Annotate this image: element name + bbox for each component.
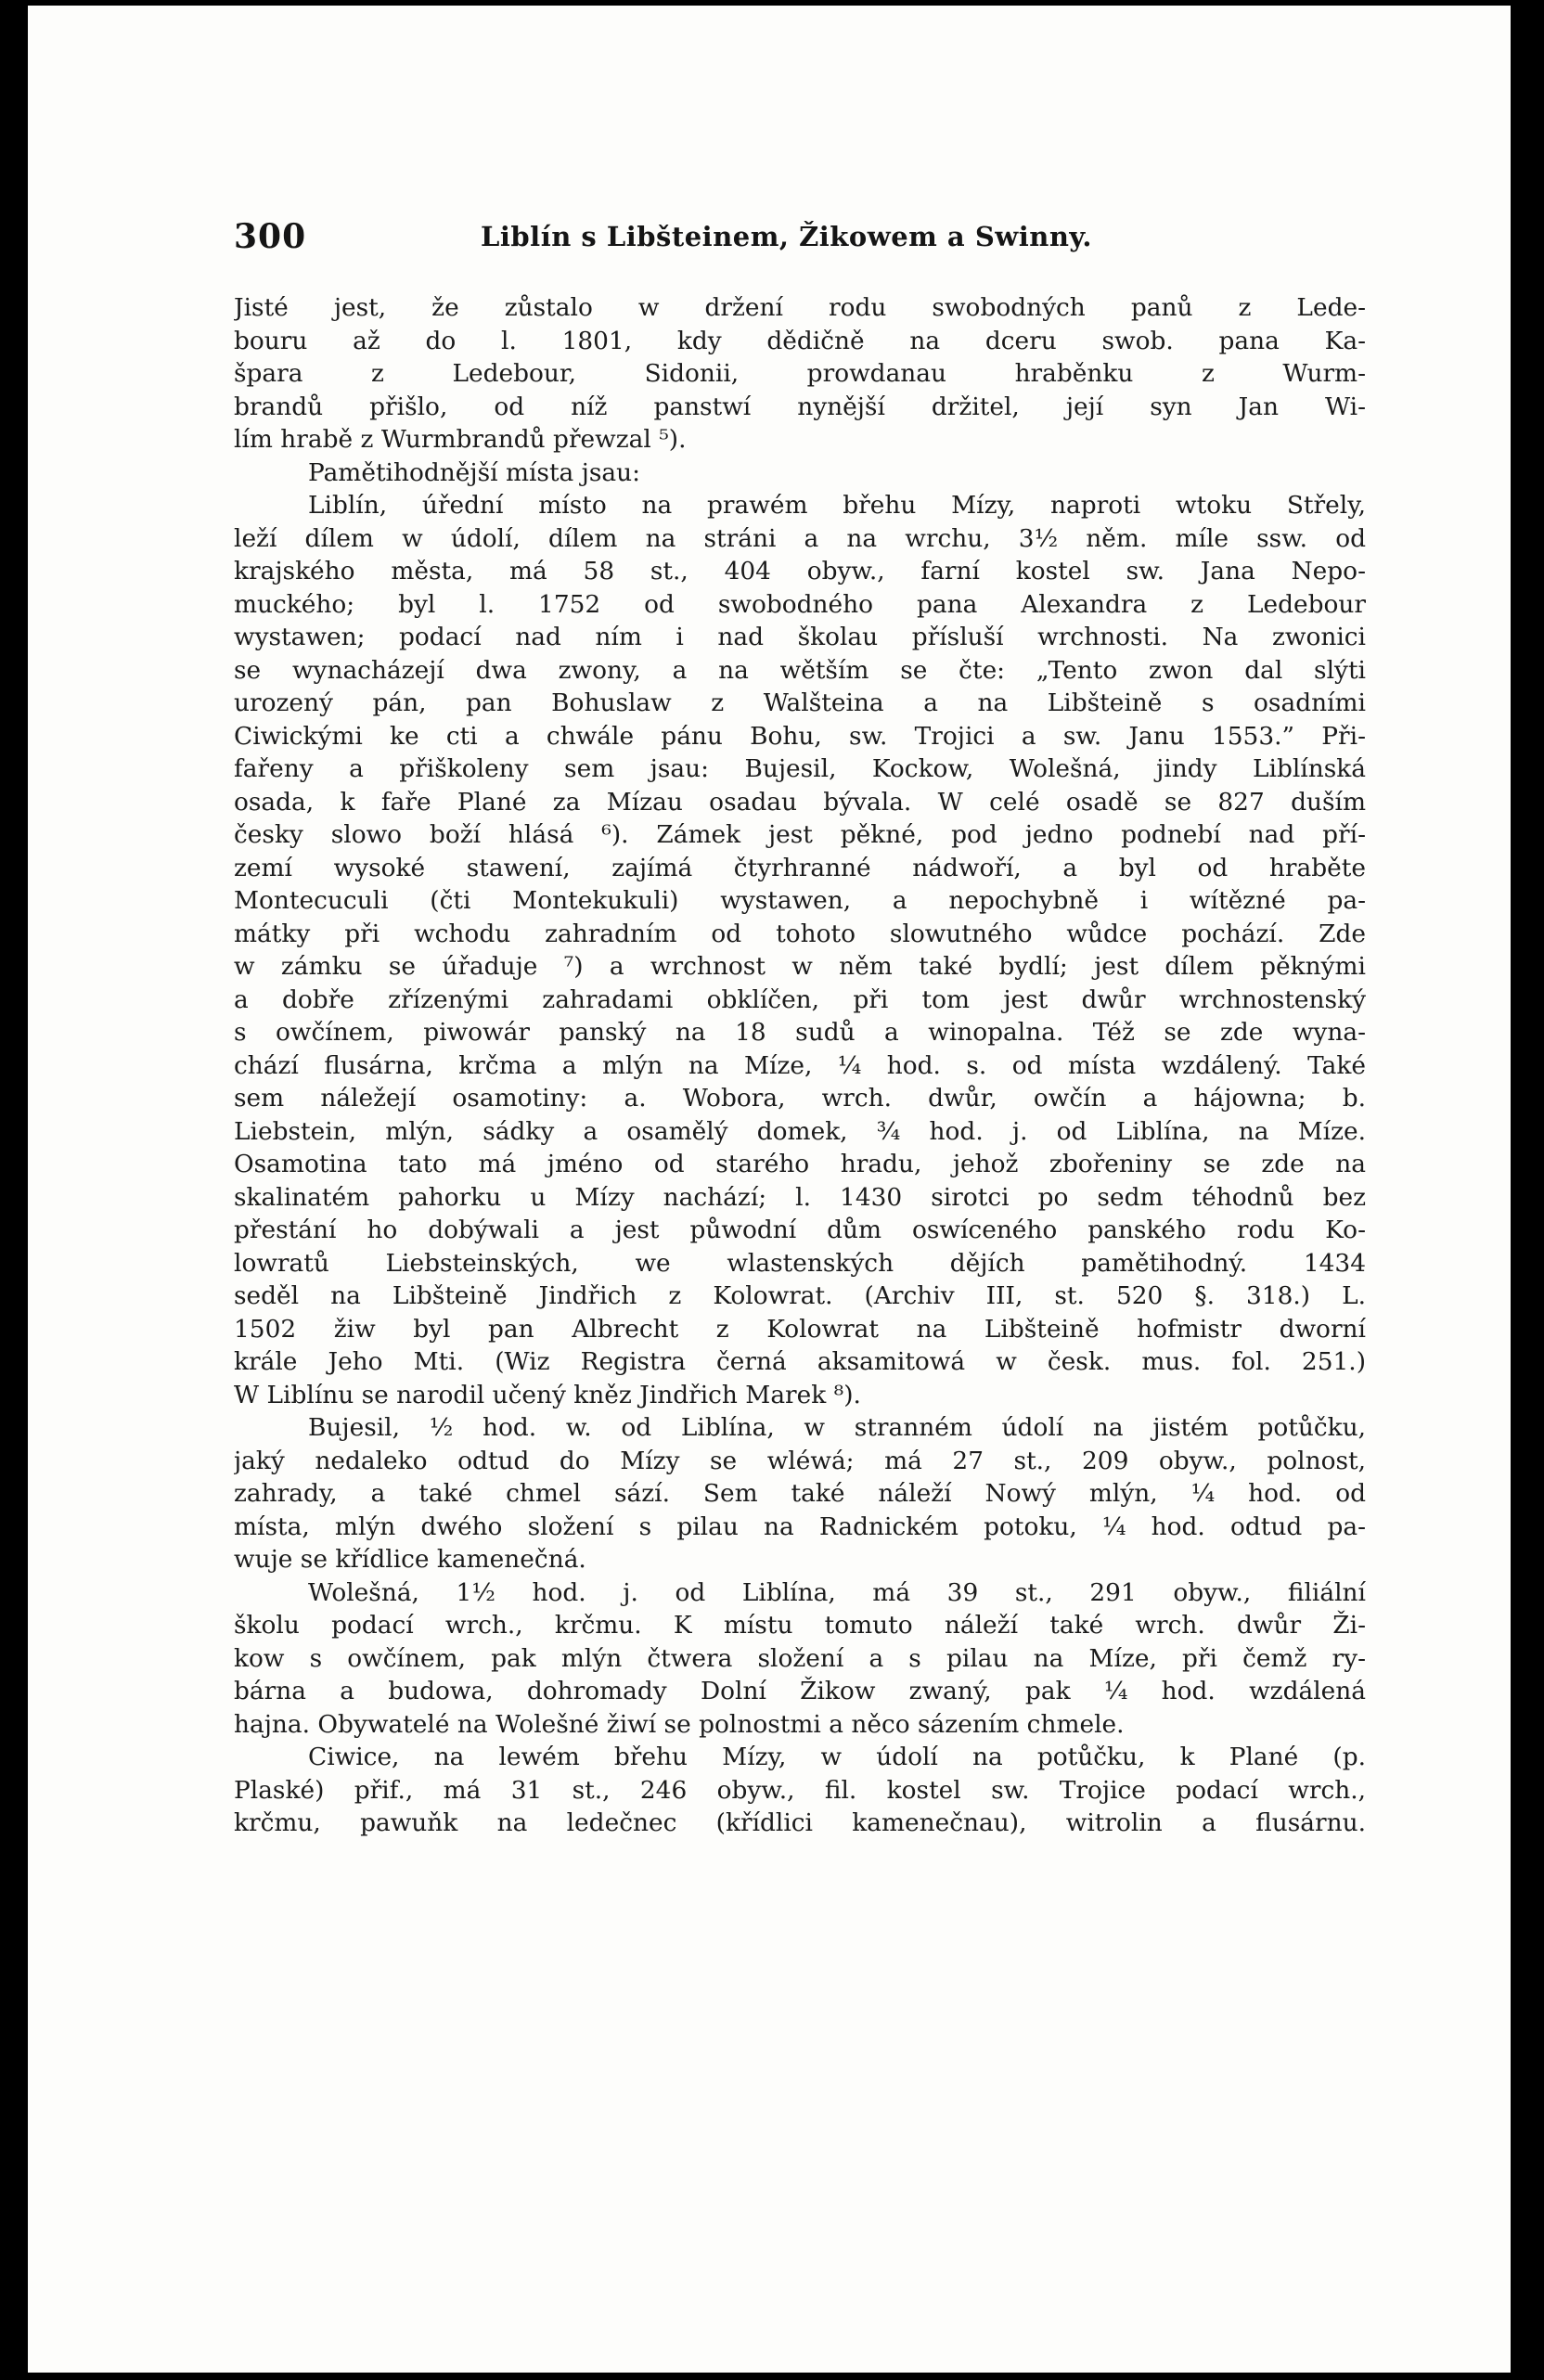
text-line: hajna. Obywatelé na Wolešné žiwí se polnostmi a něco sázením chmele. <box>234 1709 1125 1739</box>
text-line: W Liblínu se narodil učený kněz Jindřich Marek ⁸). <box>234 1380 861 1409</box>
text-line: w zámku se úřaduje ⁷) a wrchnost w něm také bydlí; jest dílem pěknými <box>234 952 1366 981</box>
text-line: špara z Ledebour, Sidonii, prowdanau hraběnku z Wurm- <box>234 359 1366 388</box>
text-line: leží dílem w údolí, dílem na stráni a na wrchu, 3½ něm. míle ssw. od <box>234 523 1366 553</box>
running-title: Liblín s Libšteinem, Žikowem a Swinny. <box>481 221 1093 252</box>
text-line: jaký nedaleko odtud do Mízy se wléwá; má 27 st., 209 obyw., polnost, <box>234 1446 1366 1475</box>
text-line: brandů přišlo, od níž panstwí nynější držitel, její syn Jan Wi- <box>234 392 1366 421</box>
text-line: urozený pán, pan Bohuslaw z Walšteina a na Libšteině s osadními <box>234 688 1366 717</box>
text-line: přestání ho dobýwali a jest půwodní dům oswíceného panského rodu Ko- <box>234 1216 1366 1244</box>
text-line: krále Jeho Mti. (Wiz Registra černá aksamitowá w česk. mus. fol. 251.) <box>234 1347 1366 1376</box>
paragraph-start-liblin: Liblín, úřední místo na prawém břehu Mízy, naproti wtoku Střely, <box>308 491 1366 520</box>
paragraph-start-ciwice: Ciwice, na lewém břehu Mízy, w údolí na potůčku, k Plané (p. <box>308 1743 1366 1771</box>
text-line: osada, k faře Plané za Mízau osadau bývala. W celé osadě se 827 duším <box>234 787 1366 817</box>
text-line: 1502 žiw byl pan Albrecht z Kolowrat na Libšteině hofmistr dworní <box>234 1314 1366 1344</box>
text-line: bárna a budowa, dohromady Dolní Žikow zwaný, pak ¼ hod. wzdálená <box>234 1677 1366 1705</box>
text-line: muckého; byl l. 1752 od swobodného pana Alexandra z Ledebour <box>234 589 1366 619</box>
text-line: lím hrabě z Wurmbrandů přewzal ⁵). <box>234 425 687 454</box>
text-line: krčmu, pawuňk na ledečnec (křídlici kamenečnau), witrolin a flusárnu. <box>234 1808 1366 1837</box>
text-line: školu podací wrch., krčmu. K místu tomuto náleží také wrch. dwůr Ži- <box>234 1611 1366 1640</box>
text-line: fařeny a přiškoleny sem jsau: Bujesil, Kockow, Wolešná, jindy Liblínská <box>234 754 1366 783</box>
text-line: Plaské) přif., má 31 st., 246 obyw., fil. kostel sw. Trojice podací wrch., <box>234 1775 1366 1805</box>
page-number: 300 <box>234 217 307 256</box>
document-page <box>28 6 1511 2373</box>
text-line: s owčínem, piwowár panský na 18 sudů a winopalna. Též se zde wyna- <box>234 1018 1366 1047</box>
text-line: Osamotina tato má jméno od starého hradu, jehož zbořeniny se zde na <box>234 1150 1366 1178</box>
page-header <box>234 217 1366 264</box>
text-line: sem náležejí osamotiny: a. Wobora, wrch. dwůr, owčín a hájowna; b. <box>234 1084 1366 1113</box>
text-line: lowratů Liebsteinských, we wlastenských dějích pamětihodný. 1434 <box>234 1248 1366 1278</box>
text-line: chází flusárna, krčma a mlýn na Míze, ¼ hod. s. od místa wzdálený. Také <box>234 1050 1366 1080</box>
text-line: krajského města, má 58 st., 404 obyw., farní kostel sw. Jana Nepo- <box>234 557 1366 585</box>
text-line: se wynacházejí dwa zwony, a na wětším se čte: „Tento zwon dal slýti <box>234 655 1366 685</box>
text-line: skalinatém pahorku u Mízy nachází; l. 1430 sirotci po sedm téhodnů bez <box>234 1182 1366 1212</box>
text-line: zemí wysoké stawení, zajímá čtyrhranné nádwoří, a byl od hraběte <box>234 853 1366 882</box>
text-line: Liebstein, mlýn, sádky a osamělý domek, ¾ hod. j. od Liblína, na Míze. <box>234 1116 1366 1146</box>
section-heading: Pamětihodnější místa jsau: <box>308 457 641 487</box>
text-line: wuje se křídlice kamenečná. <box>234 1545 586 1574</box>
text-line: Montecuculi (čti Montekukuli) wystawen, a nepochybně i wítězné pa- <box>234 886 1366 915</box>
text-line: Ciwickými ke cti a chwále pánu Bohu, sw. Trojici a sw. Janu 1553.” Při- <box>234 721 1366 751</box>
text-line: česky slowo boží hlásá ⁶). Zámek jest pěkné, pod jedno podnebí nad pří- <box>234 820 1366 849</box>
text-line: mátky při wchodu zahradním od tohoto slowutného wůdce pochází. Zde <box>234 919 1366 948</box>
text-line: wystawen; podací nad ním i nad školau přísluší wrchnosti. Na zwonici <box>234 623 1366 651</box>
paragraph-start-wolesna: Wolešná, 1½ hod. j. od Liblína, má 39 st., 291 obyw., filiální <box>308 1577 1366 1607</box>
text-line: Jisté jest, že zůstalo w držení rodu swobodných panů z Lede- <box>234 293 1366 322</box>
paragraph-start-bujesil: Bujesil, ½ hod. w. od Liblína, w stranném údolí na jistém potůčku, <box>308 1413 1366 1442</box>
text-line: bouru až do l. 1801, kdy dědičně na dceru swob. pana Ka- <box>234 326 1366 355</box>
text-line: kow s owčínem, pak mlýn čtwera složení a s pilau na Míze, při čemž ry- <box>234 1643 1366 1673</box>
text-line: seděl na Libšteině Jindřich z Kolowrat. (Archiv III, st. 520 §. 318.) L. <box>234 1281 1366 1310</box>
text-line: zahrady, a také chmel sází. Sem také náleží Nowý mlýn, ¼ hod. od <box>234 1479 1366 1508</box>
body-text <box>234 291 1366 1840</box>
text-line: místa, mlýn dwého složení s pilau na Radnickém potoku, ¼ hod. odtud pa- <box>234 1512 1366 1541</box>
text-line: a dobře zřízenými zahradami obklíčen, při tom jest dwůr wrchnostenský <box>234 984 1366 1014</box>
